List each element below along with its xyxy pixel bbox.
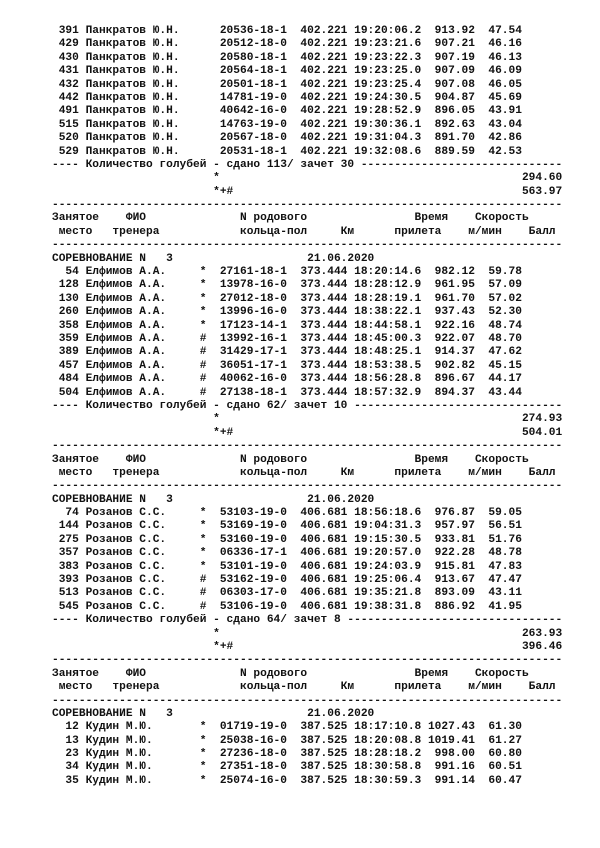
results-printout xyxy=(52,25,562,788)
table-header-line-2: место тренера кольца-пол Км прилета м/мин Балл xyxy=(52,225,556,238)
table-row: 13 Кудин М.Ю. * 25038-16-0 387.525 18:20:08.8 1019.41 61.27 xyxy=(52,734,522,747)
table-header-line-2: место тренера кольца-пол Км прилета м/мин Балл xyxy=(52,681,556,694)
table-row: 358 Елфимов А.А. * 17123-14-1 373.444 18:44:58.1 922.16 48.74 xyxy=(52,319,522,332)
divider: ---------------------------------------------------------------------------- xyxy=(52,694,563,707)
table-row: 484 Елфимов А.А. # 40062-16-0 373.444 18:56:28.8 896.67 44.17 xyxy=(52,373,522,386)
table-row: 442 Панкратов Ю.Н. 14781-19-0 402.221 19:24:30.5 904.87 45.69 xyxy=(52,91,522,104)
table-row: 130 Елфимов А.А. * 27012-18-0 373.444 18:28:19.1 961.70 57.02 xyxy=(52,292,522,305)
table-header-line-1: Занятое ФИО N родового Время Скорость xyxy=(52,212,529,225)
table-row: 429 Панкратов Ю.Н. 20512-18-0 402.221 19:23:21.6 907.21 46.16 xyxy=(52,38,522,51)
summary-star-total: * 274.93 xyxy=(52,413,563,426)
summary-starhash-total: *+# 396.46 xyxy=(52,640,563,653)
summary-count: ---- Количество голубей - сдано 62/ зачет 10 ------------------------------- xyxy=(52,399,563,412)
table-row: 34 Кудин М.Ю. * 27351-18-0 387.525 18:30:58.8 991.16 60.51 xyxy=(52,761,522,774)
divider: ---------------------------------------------------------------------------- xyxy=(52,480,563,493)
table-row: 389 Елфимов А.А. # 31429-17-1 373.444 18:48:25.1 914.37 47.62 xyxy=(52,346,522,359)
section-title: СОРЕВНОВАНИЕ N 3 21.06.2020 xyxy=(52,252,375,265)
summary-count: ---- Количество голубей - сдано 64/ зачет 8 -------------------------------- xyxy=(52,614,563,627)
table-row: 144 Розанов С.С. * 53169-19-0 406.681 19:04:31.3 957.97 56.51 xyxy=(52,520,522,533)
table-row: 74 Розанов С.С. * 53103-19-0 406.681 18:56:18.6 976.87 59.05 xyxy=(52,507,522,520)
summary-starhash-total: *+# 504.01 xyxy=(52,426,563,439)
table-row: 383 Розанов С.С. * 53101-19-0 406.681 19:24:03.9 915.81 47.83 xyxy=(52,560,522,573)
divider: ---------------------------------------------------------------------------- xyxy=(52,440,563,453)
table-row: 275 Розанов С.С. * 53160-19-0 406.681 19:15:30.5 933.81 51.76 xyxy=(52,533,522,546)
table-row: 545 Розанов С.С. # 53106-19-0 406.681 19:38:31.8 886.92 41.95 xyxy=(52,600,522,613)
summary-starhash-total: *+# 563.97 xyxy=(52,185,563,198)
table-row: 393 Розанов С.С. # 53162-19-0 406.681 19:25:06.4 913.67 47.47 xyxy=(52,574,522,587)
table-header-line-1: Занятое ФИО N родового Время Скорость xyxy=(52,453,529,466)
table-row: 491 Панкратов Ю.Н. 40642-16-0 402.221 19:28:52.9 896.05 43.91 xyxy=(52,105,522,118)
table-row: 520 Панкратов Ю.Н. 20567-18-0 402.221 19:31:04.3 891.70 42.86 xyxy=(52,132,522,145)
table-row: 515 Панкратов Ю.Н. 14763-19-0 402.221 19:30:36.1 892.63 43.04 xyxy=(52,118,522,131)
table-row: 430 Панкратов Ю.Н. 20580-18-1 402.221 19:23:22.3 907.19 46.13 xyxy=(52,51,522,64)
summary-star-total: * 263.93 xyxy=(52,627,563,640)
table-header-line-2: место тренера кольца-пол Км прилета м/мин Балл xyxy=(52,466,556,479)
divider: ---------------------------------------------------------------------------- xyxy=(52,239,563,252)
table-row: 357 Розанов С.С. * 06336-17-1 406.681 19:20:57.0 922.28 48.78 xyxy=(52,547,522,560)
table-row: 12 Кудин М.Ю. * 01719-19-0 387.525 18:17:10.8 1027.43 61.30 xyxy=(52,721,522,734)
table-row: 391 Панкратов Ю.Н. 20536-18-1 402.221 19:20:06.2 913.92 47.54 xyxy=(52,25,522,37)
summary-count: ---- Количество голубей - сдано 113/ зачет 30 ------------------------------ xyxy=(52,158,563,171)
table-row: 359 Елфимов А.А. # 13992-16-1 373.444 18:45:00.3 922.07 48.70 xyxy=(52,332,522,345)
table-row: 431 Панкратов Ю.Н. 20564-18-1 402.221 19:23:25.0 907.09 46.09 xyxy=(52,65,522,78)
table-row: 529 Панкратов Ю.Н. 20531-18-1 402.221 19:32:08.6 889.59 42.53 xyxy=(52,145,522,158)
table-row: 513 Розанов С.С. # 06303-17-0 406.681 19:35:21.8 893.09 43.11 xyxy=(52,587,522,600)
table-row: 54 Елфимов А.А. * 27161-18-1 373.444 18:20:14.6 982.12 59.78 xyxy=(52,266,522,279)
table-row: 457 Елфимов А.А. # 36051-17-1 373.444 18:53:38.5 902.82 45.15 xyxy=(52,359,522,372)
table-row: 128 Елфимов А.А. * 13978-16-0 373.444 18:28:12.9 961.95 57.09 xyxy=(52,279,522,292)
table-row: 23 Кудин М.Ю. * 27236-18-0 387.525 18:28:18.2 998.00 60.80 xyxy=(52,748,522,761)
divider: ---------------------------------------------------------------------------- xyxy=(52,654,563,667)
table-header-line-1: Занятое ФИО N родового Время Скорость xyxy=(52,667,529,680)
table-row: 35 Кудин М.Ю. * 25074-16-0 387.525 18:30:59.3 991.14 60.47 xyxy=(52,774,522,787)
divider: ---------------------------------------------------------------------------- xyxy=(52,199,563,212)
section-title: СОРЕВНОВАНИЕ N 3 21.06.2020 xyxy=(52,707,375,720)
table-row: 504 Елфимов А.А. # 27138-18-1 373.444 18:57:32.9 894.37 43.44 xyxy=(52,386,522,399)
section-title: СОРЕВНОВАНИЕ N 3 21.06.2020 xyxy=(52,493,375,506)
summary-star-total: * 294.60 xyxy=(52,172,563,185)
table-row: 260 Елфимов А.А. * 13996-16-0 373.444 18:38:22.1 937.43 52.30 xyxy=(52,306,522,319)
table-row: 432 Панкратов Ю.Н. 20501-18-1 402.221 19:23:25.4 907.08 46.05 xyxy=(52,78,522,91)
